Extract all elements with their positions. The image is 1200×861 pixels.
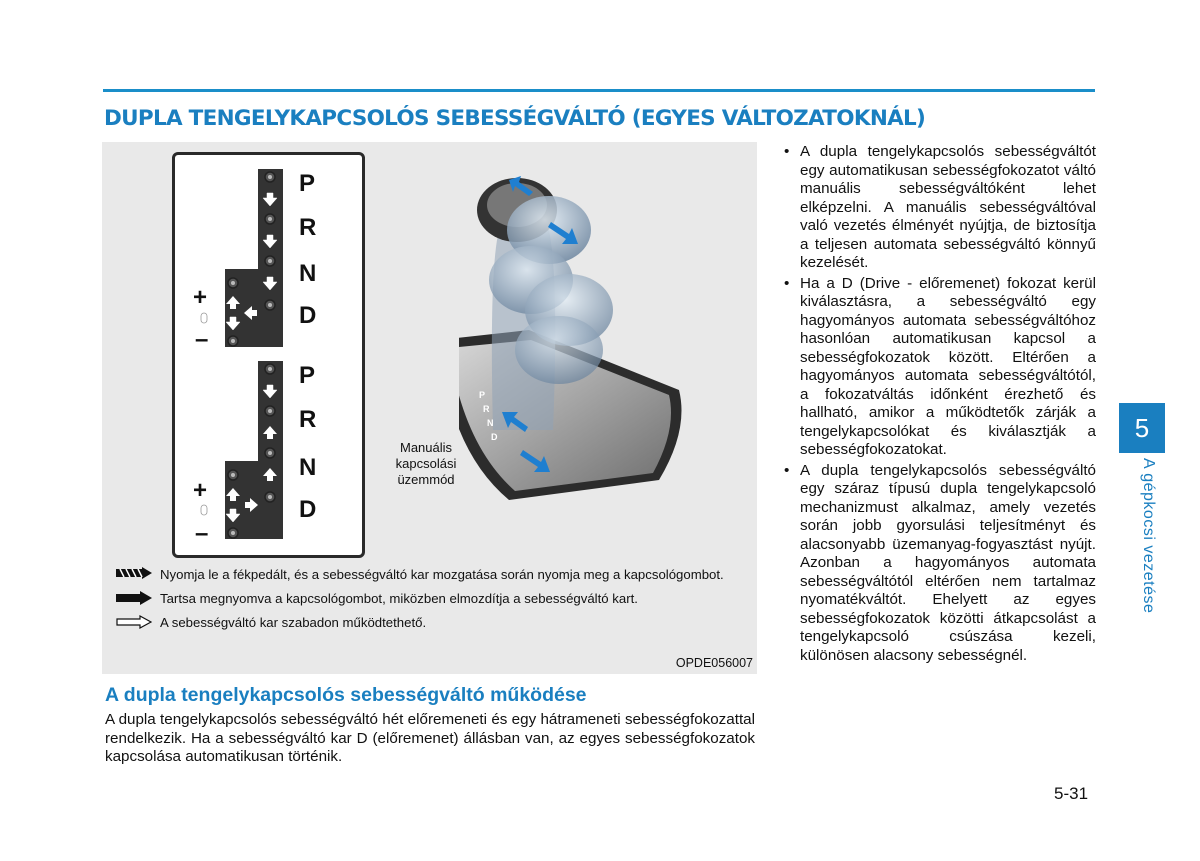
knob-gate-p: P: [479, 390, 486, 400]
gate-upper-d: D: [299, 302, 317, 329]
gate-upper-r: R: [299, 214, 317, 241]
gate-lower-r: R: [299, 406, 317, 433]
knob-gate-d: D: [491, 432, 498, 442]
plus-label-lower: +: [193, 477, 208, 504]
knob-gate-r: R: [483, 404, 490, 414]
solid-arrow-icon: [116, 591, 152, 605]
gate-upper-p: P: [299, 170, 316, 197]
gear-shift-figure: [102, 142, 757, 674]
bullet-list: [784, 143, 1096, 667]
mode-label-line-3: üzemmód: [397, 472, 455, 487]
shift-knob-illustration: [459, 170, 689, 500]
gate-pattern-graphic: [175, 155, 362, 555]
legend-text: Tartsa megnyomva a kapcsológombot, miközben elmozdítja a sebességváltó kart.: [160, 591, 638, 606]
section-paragraph: A dupla tengelykapcsolós sebességváltó hét előremeneti és egy hátrameneti sebességfokozattal rendelkezik. Ha a sebességváltó kar D (előremenet) állásban van, az egyes sebességfokozatok kapcsolása automatikusan történik.: [105, 711, 755, 766]
mode-label-line-1: Manuális: [399, 440, 453, 455]
top-rule: [103, 89, 1095, 92]
shift-gate-diagram: [172, 152, 365, 558]
legend-text: Nyomja le a fékpedált, és a sebességváltó kar mozgatása során nyomja meg a kapcsológombot.: [160, 567, 724, 582]
chapter-number-tab: 5: [1119, 403, 1165, 453]
gate-upper-n: N: [299, 260, 317, 287]
knob-gate-n: N: [487, 418, 494, 428]
gate-lower-p: P: [299, 362, 316, 389]
mode-label-line-2: kapcsolási: [395, 456, 457, 471]
section-subheading: A dupla tengelykapcsolós sebességváltó működése: [105, 684, 587, 706]
legend-text: A sebességváltó kar szabadon működtethető.: [160, 615, 427, 630]
striped-arrow-icon: [116, 567, 152, 579]
minus-label-upper: –: [195, 326, 209, 353]
minus-label-lower: –: [195, 520, 209, 547]
gate-lower-d: D: [299, 496, 317, 523]
bullet-item: • A dupla tengelykapcsolós sebességváltó egy száraz típusú dupla tengelykapcsoló mechanizmust alkalmaz, amely vezetés során jobb gyorsulási teljesítményt és alacsonyabb üzemanyag-fogyasztást nyújt. Azonban a hagyományos automata sebességváltótól eltérően nem tartalmaz nyomatékváltót. Ehelyett az egyes sebességfokozatok közötti átkapcsolást a tengelykapcsoló csúszása kezeli, különösen alacsony sebességnél.: [784, 462, 1096, 666]
bullet-item: • Ha a D (Drive - előremenet) fokozat kerül kiválasztásra, a sebességváltó egy hagyományos automata sebességváltóhoz hasonlóan automatikusan kapcsol a sebességfokozatok között. Eltérően a hagyományos automata sebességváltótól, a fokozatváltás időnként érezhető és hallható, amikor a működtetők zárják a tengelykapcsolókat és kiválasztják a sebességfokozatokat.: [784, 275, 1096, 460]
legend-item: [116, 614, 746, 631]
chapter-title: A gépkocsi vezetése: [1140, 458, 1157, 614]
manual-mode-label: [390, 440, 462, 488]
figure-legend: [116, 566, 746, 638]
figure-code: OPDE056007: [675, 656, 753, 670]
plus-label-upper: +: [193, 284, 208, 311]
outline-arrow-icon: [116, 615, 152, 629]
bullet-item: • A dupla tengelykapcsolós sebességváltót egy automatikusan sebességfokozatot váltó manuális sebességváltóként lehet elképzelni. A manuális sebességváltóval való vezetés élményét nyújtja, de biztosítja a teljesen automata sebességváltó könnyű kezelését.: [784, 143, 1096, 273]
legend-item: [116, 566, 746, 583]
page-title: DUPLA TENGELYKAPCSOLÓS SEBESSÉGVÁLTÓ (EGYES VÁLTOZATOKNÁL): [104, 106, 926, 131]
legend-item: [116, 590, 746, 607]
page-number: 5-31: [1054, 784, 1089, 803]
gate-lower-n: N: [299, 454, 317, 481]
